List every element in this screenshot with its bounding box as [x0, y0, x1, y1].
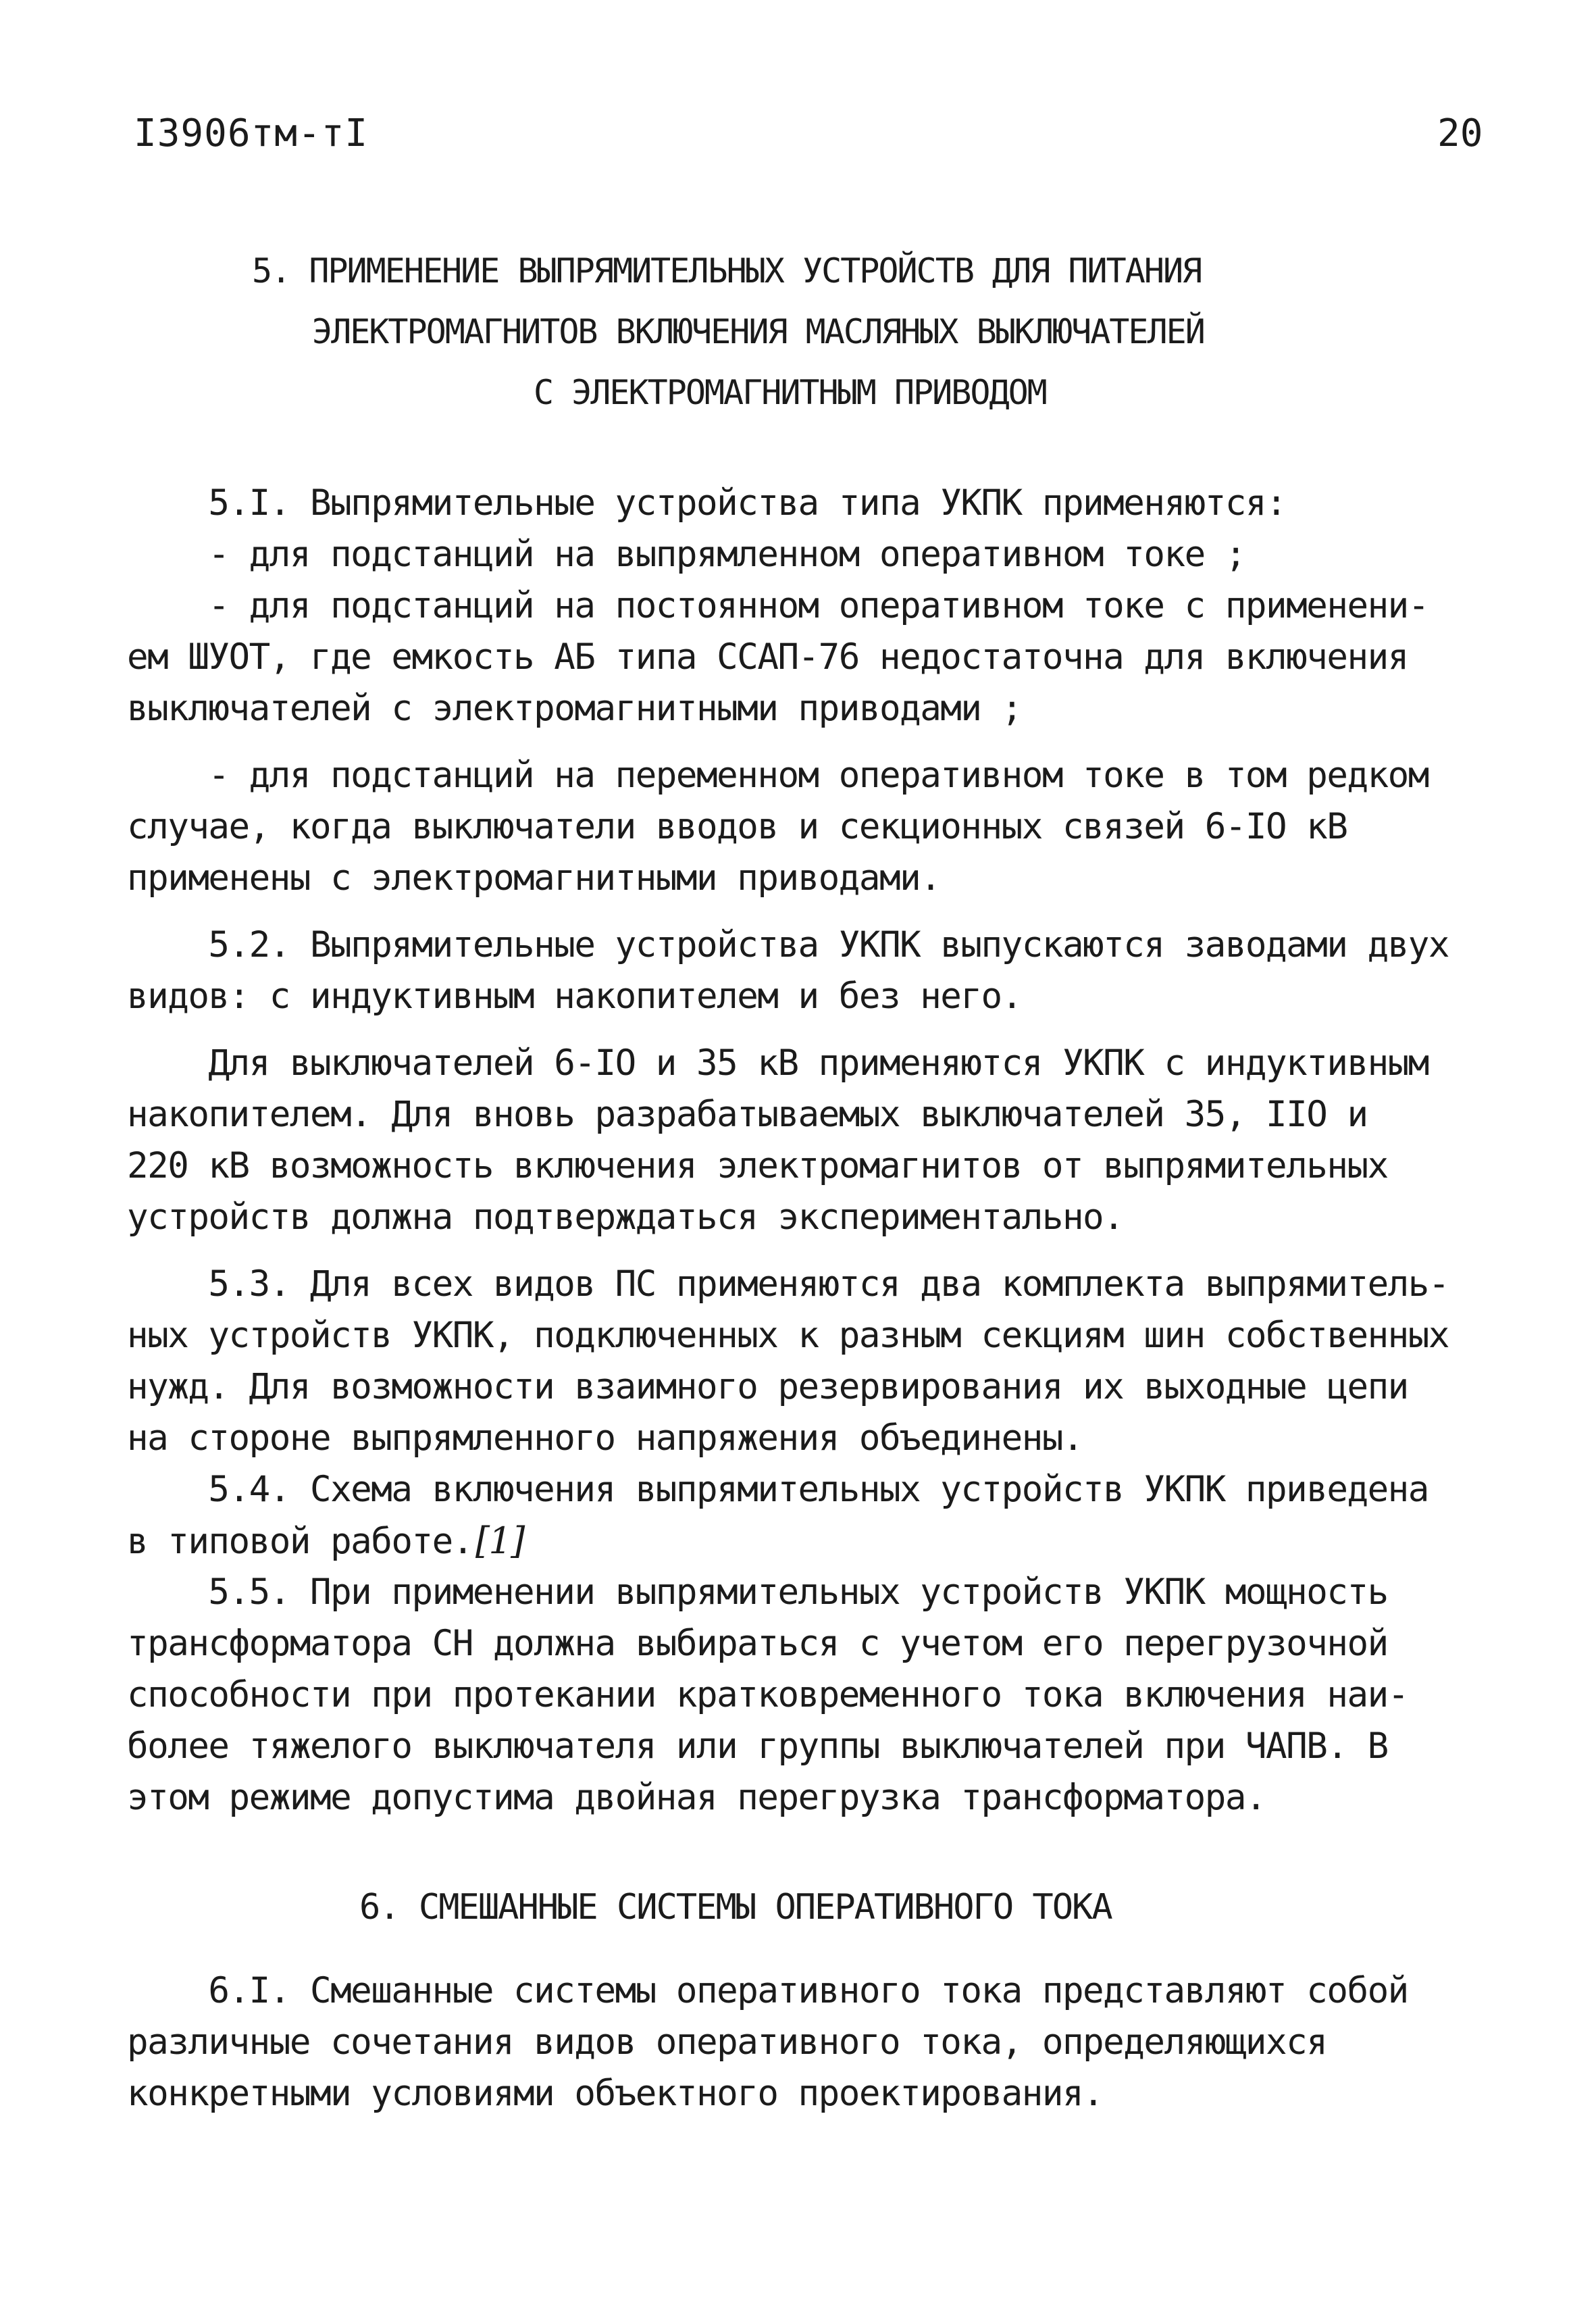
body-line: 5.2. Выпрямительные устройства УКПК выпускаются заводами двух [127, 924, 1449, 965]
section-5-number: 5. [252, 251, 290, 291]
body-line: - для подстанций на постоянном оперативном токе с применени- [127, 585, 1428, 626]
body-line: ем ШУОТ, где емкость АБ типа ССАП-76 недостаточна для включения [127, 636, 1408, 678]
body-line: накопителем. Для вновь разрабатываемых выключателей 35, IIO и [127, 1094, 1368, 1135]
section-5-heading-line-3: С ЭЛЕКТРОМАГНИТНЫМ ПРИВОДОМ [534, 373, 1046, 412]
body-line: трансформатора СН должна выбираться с учетом его перегрузочной [127, 1623, 1388, 1664]
body-line: случае, когда выключатели вводов и секционных связей 6-IO кВ [127, 806, 1347, 847]
body-line: 5.3. Для всех видов ПС применяются два комплекта выпрямитель- [127, 1263, 1449, 1305]
body-line: ных устройств УКПК, подключенных к разным секциям шин собственных [127, 1315, 1449, 1356]
section-6-heading: 6. СМЕШАННЫЕ СИСТЕМЫ ОПЕРАТИВНОГО ТОКА [359, 1887, 1112, 1928]
body-line-with-reference: в типовой работе.[1] [127, 1519, 524, 1562]
body-line: нужд. Для возможности взаимного резервирования их выходные цепи [127, 1366, 1408, 1407]
page-number: 20 [1437, 111, 1483, 155]
body-line: 5.4. Схема включения выпрямительных устройств УКПК приведена [127, 1469, 1428, 1510]
body-line: - для подстанций на выпрямленном оперативном токе ; [127, 534, 1245, 575]
body-line: Для выключателей 6-IO и 35 кВ применяются УКПК с индуктивным [127, 1042, 1428, 1084]
body-line: 220 кВ возможность включения электромагнитов от выпрямительных [127, 1145, 1388, 1186]
body-line: видов: с индуктивным накопителем и без него. [127, 976, 1022, 1017]
body-line: - для подстанций на переменном оперативном токе в том редком [127, 755, 1428, 796]
body-line: 5.I. Выпрямительные устройства типа УКПК применяются: [127, 482, 1287, 524]
body-line: выключателей с электромагнитными приводами ; [127, 688, 1022, 729]
section-6-line: конкретными условиями объектного проектирования. [127, 2073, 1104, 2114]
document-code: I3906тм-тI [134, 111, 369, 155]
body-line: способности при протекании кратковременного тока включения наи- [127, 1674, 1408, 1715]
body-line: на стороне выпрямленного напряжения объединены. [127, 1417, 1083, 1459]
body-line: более тяжелого выключателя или группы выключателей при ЧАПВ. В [127, 1726, 1388, 1767]
section-6-line: 6.I. Смешанные системы оперативного тока представляют собой [127, 1970, 1408, 2011]
section-6-line: различные сочетания видов оперативного тока, определяющихся [127, 2021, 1327, 2063]
body-line: 5.5. При применении выпрямительных устройств УКПК мощность [127, 1571, 1388, 1613]
handwritten-reference-mark: [1] [475, 1519, 524, 1562]
section-5-heading-line-1: 5. ПРИМЕНЕНИЕ ВЫПРЯМИТЕЛЬНЫХ УСТРОЙСТВ ДЛЯ ПИТАНИЯ [252, 251, 1202, 291]
body-line: применены с электромагнитными приводами. [127, 857, 941, 899]
body-line: устройств должна подтверждаться экспериментально. [127, 1197, 1124, 1238]
body-line: этом режиме допустима двойная перегрузка трансформатора. [127, 1777, 1266, 1818]
section-5-heading-line-2: ЭЛЕКТРОМАГНИТОВ ВКЛЮЧЕНИЯ МАСЛЯНЫХ ВЫКЛЮЧАТЕЛЕЙ [312, 312, 1204, 351]
